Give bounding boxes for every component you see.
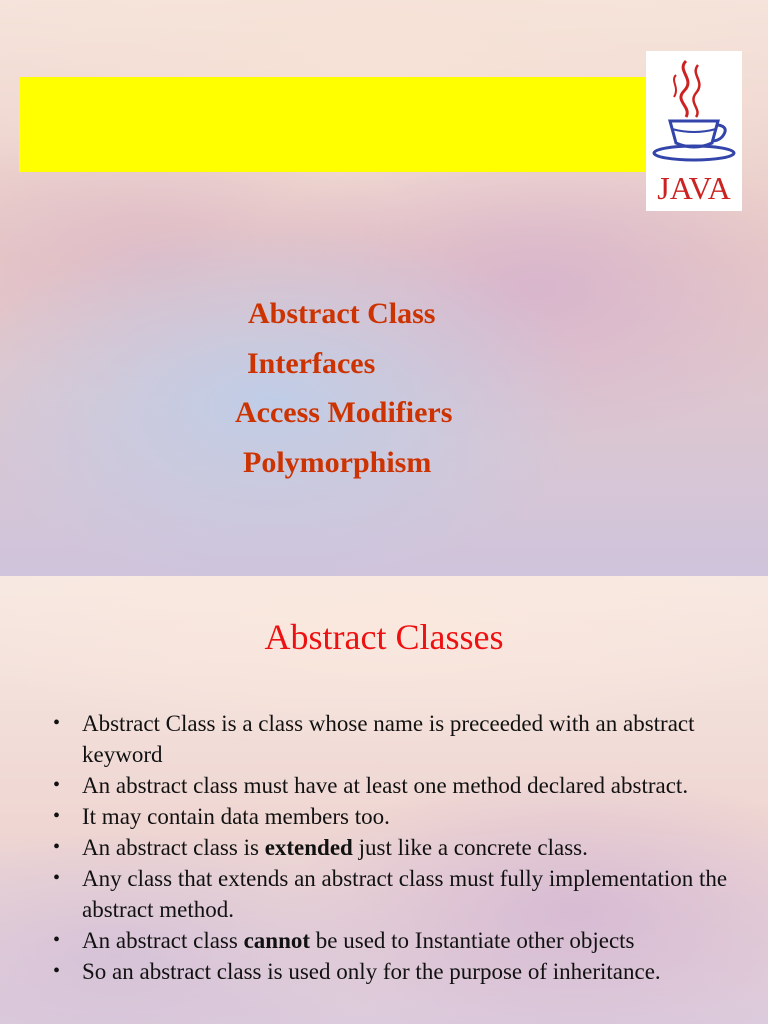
bullet-text: An abstract class must have at least one method declared abstract.: [82, 773, 689, 798]
bullet-item: [0, 708, 768, 770]
bullet-item: [0, 801, 768, 832]
bullet-text: It may contain data members too.: [82, 804, 390, 829]
topic-access-modifiers: Access Modifiers: [235, 396, 453, 429]
bullet-text: An abstract class is: [82, 835, 265, 860]
bullet-item: [0, 770, 768, 801]
bullet-icon: •: [53, 805, 61, 827]
bullet-text: So an abstract class is used only for the purpose of inheritance.: [82, 959, 661, 984]
bullet-icon: •: [53, 929, 61, 951]
topic-abstract-class: Abstract Class: [248, 297, 436, 330]
bullet-list: [0, 708, 768, 987]
java-cup-icon: [646, 51, 742, 211]
content-slide: [0, 576, 768, 1024]
topic-interfaces: Interfaces: [247, 347, 376, 380]
bullet-text: just like a concrete class.: [352, 835, 588, 860]
java-logo: [646, 51, 742, 211]
bullet-text: An abstract class: [82, 928, 244, 953]
topic-polymorphism: Polymorphism: [243, 446, 432, 479]
bullet-item: [0, 925, 768, 956]
bullet-icon: •: [53, 836, 61, 858]
bullet-item: [0, 863, 768, 925]
bullet-text: Any class that extends an abstract class must fully implementation the abstract method.: [82, 866, 728, 922]
bullet-icon: •: [53, 960, 61, 982]
bullet-bold-text: cannot: [243, 928, 311, 953]
bullet-text: be used to Instantiate other objects: [310, 928, 635, 953]
bullet-icon: •: [53, 774, 61, 796]
bullet-bold-text: extended: [264, 835, 353, 860]
bullet-icon: •: [53, 867, 61, 889]
yellow-banner: [19, 77, 646, 172]
bullet-text: Abstract Class is a class whose name is preceeded with an abstract keyword: [82, 711, 695, 767]
bullet-item: [0, 832, 768, 863]
bullet-icon: •: [53, 712, 61, 734]
slide-title: Abstract Classes: [264, 617, 504, 657]
java-logo-text: JAVA: [657, 170, 731, 206]
bullet-item: [0, 956, 768, 987]
